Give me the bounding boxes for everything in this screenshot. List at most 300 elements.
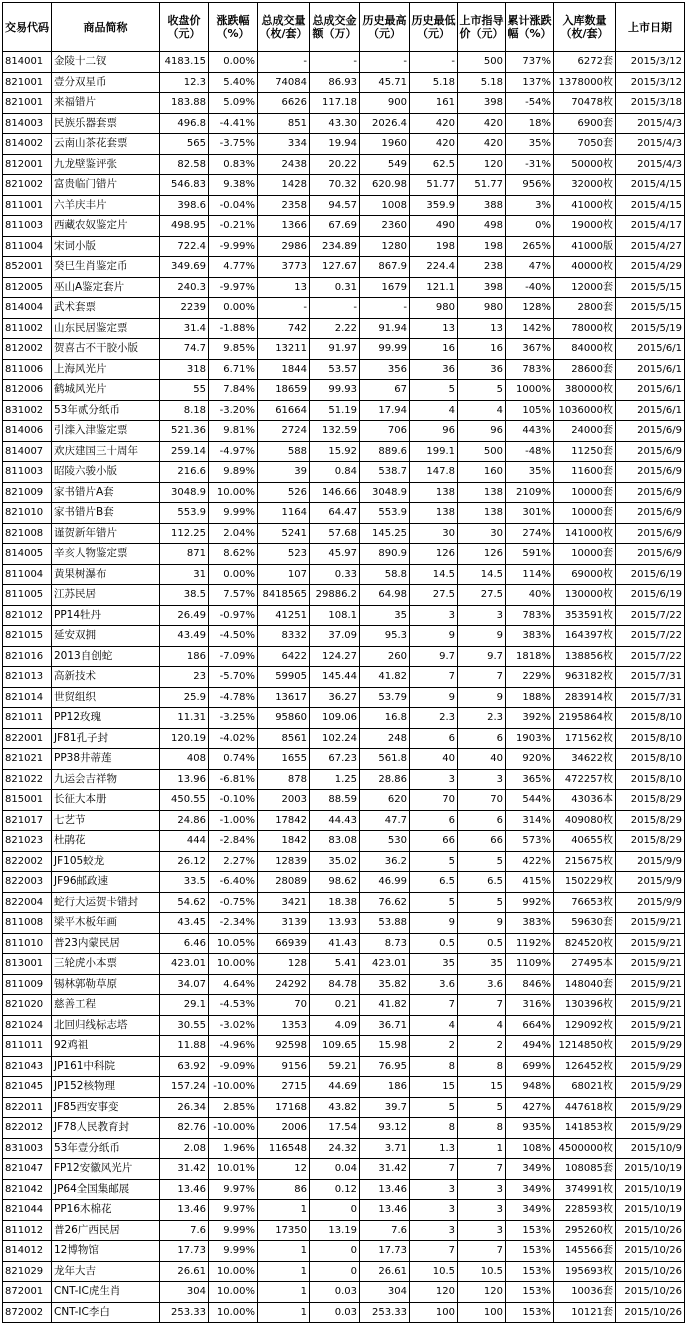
cell-name: 七艺节: [52, 810, 160, 831]
cell-stock: 4500000枚: [554, 1138, 616, 1159]
cell-amount: 94.57: [310, 195, 360, 216]
cell-name: 92鸡祖: [52, 1036, 160, 1057]
cell-stock: 40655枚: [554, 831, 616, 852]
cell-guide-price: 30: [458, 523, 506, 544]
cell-close: 349.69: [160, 257, 209, 278]
cell-guide-price: 498: [458, 216, 506, 237]
cell-guide-price: 7: [458, 1159, 506, 1180]
cell-name: 引滦入津鉴定票: [52, 421, 160, 442]
cell-high: 26.61: [360, 1261, 410, 1282]
cell-close: 521.36: [160, 421, 209, 442]
cell-guide-price: 8: [458, 1056, 506, 1077]
cell-cumulative: 443%: [506, 421, 554, 442]
cell-amount: 108.1: [310, 605, 360, 626]
cell-date: 2015/8/29: [616, 831, 685, 852]
cell-change: 1.96%: [209, 1138, 258, 1159]
cell-cumulative: 349%: [506, 1159, 554, 1180]
cell-low: 359.9: [410, 195, 458, 216]
table-row: [3, 1159, 685, 1180]
cell-name: 金陵十二钗: [52, 52, 160, 73]
cell-name: JF85西安事变: [52, 1097, 160, 1118]
cell-amount: 51.19: [310, 400, 360, 421]
cell-amount: 91.97: [310, 339, 360, 360]
cell-change: 5.40%: [209, 72, 258, 93]
cell-close: 6.46: [160, 933, 209, 954]
cell-date: 2015/6/1: [616, 400, 685, 421]
table-row: [3, 1261, 685, 1282]
cell-high: 1679: [360, 277, 410, 298]
cell-name: JF81孔子封: [52, 728, 160, 749]
cell-name: 江苏民居: [52, 585, 160, 606]
cell-close: 43.49: [160, 626, 209, 647]
cell-stock: 41000版: [554, 236, 616, 257]
cell-high: 1008: [360, 195, 410, 216]
table-row: [3, 831, 685, 852]
cell-cumulative: 108%: [506, 1138, 554, 1159]
cell-cumulative: 137%: [506, 72, 554, 93]
cell-guide-price: 100: [458, 1302, 506, 1323]
cell-stock: 295260枚: [554, 1220, 616, 1241]
cell-change: -0.97%: [209, 605, 258, 626]
cell-code: 821001: [3, 93, 52, 114]
cell-volume: 28089: [258, 872, 310, 893]
cell-amount: 124.27: [310, 646, 360, 667]
cell-guide-price: 3: [458, 1179, 506, 1200]
cell-volume: 8332: [258, 626, 310, 647]
cell-high: 260: [360, 646, 410, 667]
cell-date: 2015/10/26: [616, 1282, 685, 1303]
cell-amount: 83.08: [310, 831, 360, 852]
cell-guide-price: 398: [458, 277, 506, 298]
table-row: [3, 339, 685, 360]
cell-change: -2.84%: [209, 831, 258, 852]
cell-change: 2.85%: [209, 1097, 258, 1118]
cell-guide-price: 40: [458, 749, 506, 770]
cell-date: 2015/4/27: [616, 236, 685, 257]
cell-date: 2015/7/22: [616, 605, 685, 626]
cell-change: -2.34%: [209, 913, 258, 934]
table-row: [3, 564, 685, 585]
cell-cumulative: 392%: [506, 708, 554, 729]
cell-change: -1.88%: [209, 318, 258, 339]
table-row: [3, 277, 685, 298]
cell-cumulative: 783%: [506, 605, 554, 626]
cell-date: 2015/6/9: [616, 503, 685, 524]
cell-cumulative: 349%: [506, 1200, 554, 1221]
cell-low: 2: [410, 1036, 458, 1057]
cell-volume: 1353: [258, 1015, 310, 1036]
cell-low: 5: [410, 380, 458, 401]
cell-name: 延安双拥: [52, 626, 160, 647]
cell-code: 814002: [3, 134, 52, 155]
cell-low: 490: [410, 216, 458, 237]
cell-close: 25.9: [160, 687, 209, 708]
cell-high: 867.9: [360, 257, 410, 278]
cell-date: 2015/6/9: [616, 523, 685, 544]
cell-volume: 878: [258, 769, 310, 790]
cell-close: 240.3: [160, 277, 209, 298]
cell-cumulative: 365%: [506, 769, 554, 790]
table-row: [3, 1077, 685, 1098]
cell-stock: 2800套: [554, 298, 616, 319]
cell-code: 814005: [3, 544, 52, 565]
cell-cumulative: 573%: [506, 831, 554, 852]
cell-code: 831003: [3, 1138, 52, 1159]
cell-cumulative: 383%: [506, 626, 554, 647]
cell-volume: 41251: [258, 605, 310, 626]
cell-name: PP12玫瑰: [52, 708, 160, 729]
cell-guide-price: 420: [458, 113, 506, 134]
cell-date: 2015/3/12: [616, 52, 685, 73]
cell-amount: 24.32: [310, 1138, 360, 1159]
cell-volume: 3773: [258, 257, 310, 278]
cell-high: 53.88: [360, 913, 410, 934]
cell-volume: 2724: [258, 421, 310, 442]
cell-volume: 334: [258, 134, 310, 155]
table-row: [3, 257, 685, 278]
cell-close: 553.9: [160, 503, 209, 524]
cell-date: 2015/9/21: [616, 974, 685, 995]
cell-stock: 2195864枚: [554, 708, 616, 729]
cell-stock: 28600套: [554, 359, 616, 380]
cell-guide-price: 420: [458, 134, 506, 155]
cell-date: 2015/9/21: [616, 933, 685, 954]
cell-close: 120.19: [160, 728, 209, 749]
table-row: [3, 72, 685, 93]
cell-date: 2015/10/19: [616, 1159, 685, 1180]
cell-name: 辛亥人物鉴定票: [52, 544, 160, 565]
cell-low: 6: [410, 728, 458, 749]
header-cell: 商品简称: [52, 3, 160, 52]
cell-code: 812001: [3, 154, 52, 175]
cell-stock: 32000枚: [554, 175, 616, 196]
cell-date: 2015/9/21: [616, 995, 685, 1016]
table-row: [3, 1056, 685, 1077]
cell-cumulative: -31%: [506, 154, 554, 175]
cell-high: 35.82: [360, 974, 410, 995]
cell-date: 2015/9/9: [616, 872, 685, 893]
cell-close: 444: [160, 831, 209, 852]
cell-cumulative: 35%: [506, 134, 554, 155]
cell-guide-price: 3: [458, 1200, 506, 1221]
cell-guide-price: 96: [458, 421, 506, 442]
cell-high: 253.33: [360, 1302, 410, 1323]
cell-code: 821014: [3, 687, 52, 708]
cell-change: -4.97%: [209, 441, 258, 462]
cell-low: 3: [410, 1200, 458, 1221]
cell-code: 852001: [3, 257, 52, 278]
cell-code: 811003: [3, 216, 52, 237]
cell-volume: 1: [258, 1282, 310, 1303]
cell-code: 821009: [3, 482, 52, 503]
cell-stock: 824520枚: [554, 933, 616, 954]
cell-low: 121.1: [410, 277, 458, 298]
table-row: [3, 359, 685, 380]
cell-code: 821016: [3, 646, 52, 667]
cell-name: 云南山茶花套票: [52, 134, 160, 155]
cell-high: 13.46: [360, 1200, 410, 1221]
cell-high: 553.9: [360, 503, 410, 524]
cell-name: 壹分双星币: [52, 72, 160, 93]
cell-close: 3048.9: [160, 482, 209, 503]
cell-amount: 67.23: [310, 749, 360, 770]
cell-change: -9.09%: [209, 1056, 258, 1077]
cell-date: 2015/6/9: [616, 544, 685, 565]
cell-name: 武术套票: [52, 298, 160, 319]
cell-cumulative: 992%: [506, 892, 554, 913]
cell-cumulative: 383%: [506, 913, 554, 934]
header-cell: 交易代码: [3, 3, 52, 52]
table-row: [3, 933, 685, 954]
cell-high: 36.71: [360, 1015, 410, 1036]
cell-high: 2026.4: [360, 113, 410, 134]
cell-low: 66: [410, 831, 458, 852]
cell-volume: 128: [258, 954, 310, 975]
cell-volume: 17842: [258, 810, 310, 831]
table-row: [3, 1179, 685, 1200]
cell-name: 龙年大吉: [52, 1261, 160, 1282]
table-row: [3, 749, 685, 770]
cell-guide-price: 980: [458, 298, 506, 319]
cell-stock: 141853枚: [554, 1118, 616, 1139]
cell-code: 815001: [3, 790, 52, 811]
table-row: [3, 216, 685, 237]
cell-date: 2015/7/22: [616, 626, 685, 647]
cell-high: 889.6: [360, 441, 410, 462]
cell-stock: 10121套: [554, 1302, 616, 1323]
cell-high: -: [360, 298, 410, 319]
cell-amount: 0.33: [310, 564, 360, 585]
cell-change: -1.00%: [209, 810, 258, 831]
cell-code: 821047: [3, 1159, 52, 1180]
cell-date: 2015/9/29: [616, 1097, 685, 1118]
cell-date: 2015/8/10: [616, 728, 685, 749]
table-row: [3, 154, 685, 175]
cell-low: 8: [410, 1118, 458, 1139]
cell-change: -9.99%: [209, 236, 258, 257]
cell-close: 13.46: [160, 1179, 209, 1200]
cell-change: 6.71%: [209, 359, 258, 380]
cell-cumulative: 956%: [506, 175, 554, 196]
cell-code: 811006: [3, 359, 52, 380]
cell-low: 3: [410, 1220, 458, 1241]
cell-change: -10.00%: [209, 1077, 258, 1098]
cell-volume: 2358: [258, 195, 310, 216]
cell-change: -5.70%: [209, 667, 258, 688]
cell-code: 822011: [3, 1097, 52, 1118]
cell-date: 2015/3/12: [616, 72, 685, 93]
cell-high: 2360: [360, 216, 410, 237]
cell-code: 821044: [3, 1200, 52, 1221]
cell-guide-price: 120: [458, 154, 506, 175]
cell-code: 821015: [3, 626, 52, 647]
cell-close: 54.62: [160, 892, 209, 913]
cell-name: PP14牡丹: [52, 605, 160, 626]
cell-date: 2015/9/29: [616, 1056, 685, 1077]
table-row: [3, 1036, 685, 1057]
table-row: [3, 708, 685, 729]
table-row: [3, 913, 685, 934]
cell-change: -4.78%: [209, 687, 258, 708]
cell-guide-price: 4: [458, 400, 506, 421]
cell-code: 821043: [3, 1056, 52, 1077]
cell-close: 43.45: [160, 913, 209, 934]
cell-guide-price: 51.77: [458, 175, 506, 196]
cell-high: 17.94: [360, 400, 410, 421]
cell-name: FP12安徽风光片: [52, 1159, 160, 1180]
cell-date: 2015/6/9: [616, 462, 685, 483]
cell-guide-price: 4: [458, 1015, 506, 1036]
cell-low: 198: [410, 236, 458, 257]
cell-code: 812002: [3, 339, 52, 360]
cell-low: 2.3: [410, 708, 458, 729]
cell-date: 2015/4/15: [616, 195, 685, 216]
cell-guide-price: 160: [458, 462, 506, 483]
cell-cumulative: 153%: [506, 1282, 554, 1303]
cell-cumulative: 316%: [506, 995, 554, 1016]
cell-close: 29.1: [160, 995, 209, 1016]
cell-close: 450.55: [160, 790, 209, 811]
cell-amount: 109.06: [310, 708, 360, 729]
cell-close: 112.25: [160, 523, 209, 544]
cell-volume: 17350: [258, 1220, 310, 1241]
cell-amount: 0.31: [310, 277, 360, 298]
cell-volume: 66939: [258, 933, 310, 954]
cell-cumulative: 544%: [506, 790, 554, 811]
cell-stock: 141000枚: [554, 523, 616, 544]
table-row: [3, 1220, 685, 1241]
cell-code: 821010: [3, 503, 52, 524]
cell-cumulative: 35%: [506, 462, 554, 483]
cell-amount: 117.18: [310, 93, 360, 114]
cell-low: 5: [410, 892, 458, 913]
cell-date: 2015/9/9: [616, 851, 685, 872]
cell-stock: 130000枚: [554, 585, 616, 606]
cell-date: 2015/5/19: [616, 318, 685, 339]
cell-low: 9: [410, 687, 458, 708]
cell-volume: 2003: [258, 790, 310, 811]
cell-stock: 108085套: [554, 1159, 616, 1180]
cell-close: 546.83: [160, 175, 209, 196]
cell-guide-price: 7: [458, 1241, 506, 1262]
cell-change: -4.41%: [209, 113, 258, 134]
cell-cumulative: 1000%: [506, 380, 554, 401]
cell-low: 9: [410, 626, 458, 647]
cell-change: 8.62%: [209, 544, 258, 565]
cell-stock: 283914枚: [554, 687, 616, 708]
cell-stock: 472257枚: [554, 769, 616, 790]
cell-amount: 67.69: [310, 216, 360, 237]
cell-change: 9.99%: [209, 503, 258, 524]
cell-high: 7.6: [360, 1220, 410, 1241]
cell-name: 黄果树瀑布: [52, 564, 160, 585]
cell-high: 13.46: [360, 1179, 410, 1200]
cell-name: 普26广西民居: [52, 1220, 160, 1241]
cell-code: 814004: [3, 298, 52, 319]
cell-close: 63.92: [160, 1056, 209, 1077]
cell-volume: 6422: [258, 646, 310, 667]
cell-change: 2.04%: [209, 523, 258, 544]
cell-code: 814006: [3, 421, 52, 442]
cell-low: 5: [410, 851, 458, 872]
cell-guide-price: 3: [458, 605, 506, 626]
cell-guide-price: 10.5: [458, 1261, 506, 1282]
cell-stock: 374991枚: [554, 1179, 616, 1200]
header-cell: 上市指导价（元）: [458, 3, 506, 52]
cell-cumulative: -54%: [506, 93, 554, 114]
cell-close: 82.58: [160, 154, 209, 175]
cell-amount: 41.43: [310, 933, 360, 954]
cell-guide-price: 9.7: [458, 646, 506, 667]
cell-change: -3.25%: [209, 708, 258, 729]
cell-date: 2015/6/1: [616, 339, 685, 360]
cell-low: 3: [410, 605, 458, 626]
cell-code: 811011: [3, 1036, 52, 1057]
cell-guide-price: 35: [458, 954, 506, 975]
cell-date: 2015/9/21: [616, 954, 685, 975]
cell-amount: 98.62: [310, 872, 360, 893]
cell-name: 北回归线标志塔: [52, 1015, 160, 1036]
cell-close: 31.4: [160, 318, 209, 339]
cell-change: 10.00%: [209, 1261, 258, 1282]
cell-change: -4.02%: [209, 728, 258, 749]
cell-guide-price: 500: [458, 52, 506, 73]
cell-code: 811009: [3, 974, 52, 995]
cell-cumulative: 153%: [506, 1241, 554, 1262]
cell-close: 871: [160, 544, 209, 565]
cell-guide-price: 70: [458, 790, 506, 811]
cell-low: 51.77: [410, 175, 458, 196]
cell-change: -4.53%: [209, 995, 258, 1016]
cell-date: 2015/6/9: [616, 421, 685, 442]
cell-volume: 6626: [258, 93, 310, 114]
cell-change: 7.84%: [209, 380, 258, 401]
cell-volume: 851: [258, 113, 310, 134]
cell-change: -10.00%: [209, 1118, 258, 1139]
cell-name: PP38井蒂莲: [52, 749, 160, 770]
cell-low: 70: [410, 790, 458, 811]
table-row: [3, 892, 685, 913]
header-cell: 上市日期: [616, 3, 685, 52]
cell-amount: 36.27: [310, 687, 360, 708]
cell-name: JF105蛟龙: [52, 851, 160, 872]
cell-volume: 523: [258, 544, 310, 565]
cell-name: 家书错片A套: [52, 482, 160, 503]
cell-change: 5.09%: [209, 93, 258, 114]
cell-amount: 88.59: [310, 790, 360, 811]
cell-code: 822003: [3, 872, 52, 893]
cell-volume: 13617: [258, 687, 310, 708]
cell-date: 2015/4/15: [616, 175, 685, 196]
table-row: [3, 646, 685, 667]
cell-high: 93.12: [360, 1118, 410, 1139]
cell-code: 821008: [3, 523, 52, 544]
cell-date: 2015/6/19: [616, 585, 685, 606]
cell-date: 2015/6/9: [616, 441, 685, 462]
cell-name: 贺喜古不干胶小版: [52, 339, 160, 360]
cell-stock: 963182枚: [554, 667, 616, 688]
cell-guide-price: 5: [458, 851, 506, 872]
cell-date: 2015/6/1: [616, 380, 685, 401]
cell-code: 821002: [3, 175, 52, 196]
cell-name: 53年贰分纸币: [52, 400, 160, 421]
cell-date: 2015/9/21: [616, 913, 685, 934]
cell-amount: 29886.2: [310, 585, 360, 606]
cell-low: 16: [410, 339, 458, 360]
cell-stock: 228593枚: [554, 1200, 616, 1221]
cell-name: 锡林郭勒草原: [52, 974, 160, 995]
cell-low: 161: [410, 93, 458, 114]
